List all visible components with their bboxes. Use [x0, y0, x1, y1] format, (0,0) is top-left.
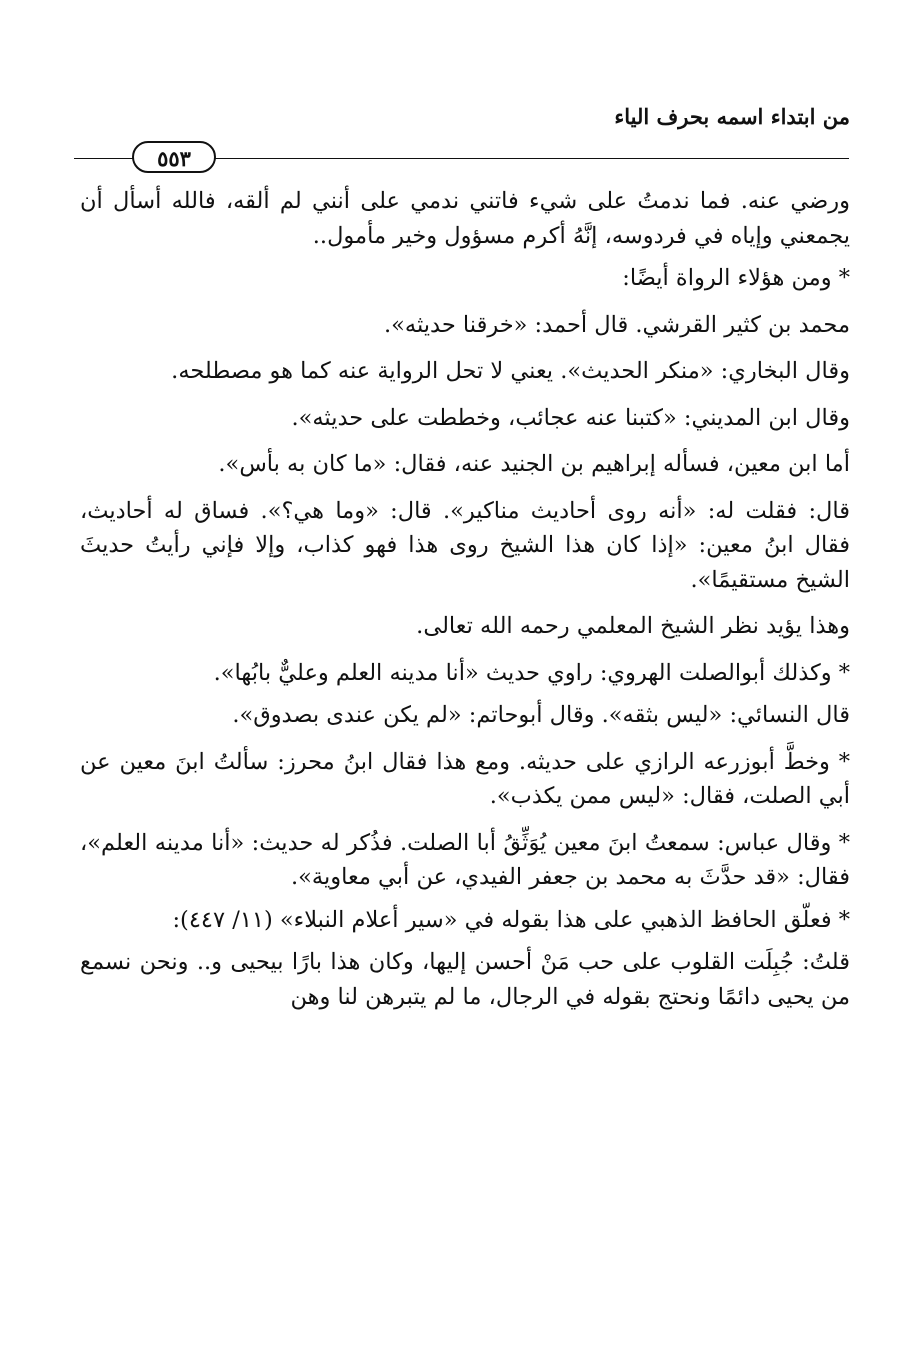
- paragraph-13: * فعلّق الحافظ الذهبي على هذا بقوله في «سير أعلام النبلاء» (١١/ ٤٤٧):: [172, 906, 850, 933]
- paragraph-3: محمد بن كثير القرشي. قال أحمد: «خرقنا حديثه».: [384, 311, 850, 338]
- body-text: [80, 184, 850, 1026]
- paragraph-9: * وكذلك أبوالصلت الهروي: راوي حديث «أنا مدينه العلم وعليٌّ بابُها».: [213, 659, 850, 686]
- running-header-title: من ابتداء اسمه بحرف الياء: [614, 104, 850, 129]
- paragraph-14: قلتُ: جُبِلَت القلوب على حب مَنْ أحسن إليها، وكان هذا بارًا بيحيى و.. ونحن نسمع من يحيى دائمًا ونحتج بقوله في الرجال، ما لم يتبرهن لنا وهن: [80, 949, 850, 1010]
- paragraph-7: قال: فقلت له: «أنه روى أحاديث مناكير». قال: «وما هي؟». فساق له أحاديث، فقال ابنُ معين: «إذا كان هذا الشيخ روى هذا فهو كذاب، وإلا فإني رأيتُ حديثَ الشيخ مستقيمًا».: [80, 497, 850, 593]
- paragraph-5: وقال ابن المديني: «كتبنا عنه عجائب، وخططت على حديثه».: [291, 404, 850, 431]
- paragraph-1: ورضي عنه. فما ندمتُ على شيء فاتني ندمي على أنني لم ألقه، فالله أسأل أن يجمعني وإياه في فردوسه، إنَّهُ أكرم مسؤول وخير مأمول..: [80, 188, 850, 249]
- paragraph-8: وهذا يؤيد نظر الشيخ المعلمي رحمه الله تعالى.: [416, 613, 850, 639]
- page-number-badge: ٥٥٣: [132, 141, 216, 173]
- paragraph-4: وقال البخاري: «منكر الحديث». يعني لا تحل الرواية عنه كما هو مصطلحه.: [171, 358, 850, 384]
- paragraph-6: أما ابن معين، فسأله إبراهيم بن الجنيد عنه، فقال: «ما كان به بأس».: [218, 451, 850, 477]
- paragraph-11: * وخطَّ أبوزرعه الرازي على حديثه. ومع هذا فقال ابنُ محرز: سألتُ ابنَ معين عن أبي الصلت، فقال: «ليس ممن يكذب».: [80, 748, 850, 809]
- paragraph-2: * ومن هؤلاء الرواة أيضًا:: [622, 265, 850, 291]
- paragraph-10: قال النسائي: «ليس بثقه». وقال أبوحاتم: «لم يكن عندى بصدوق».: [232, 702, 850, 728]
- paragraph-12: * وقال عباس: سمعتُ ابنَ معين يُوَثِّقُ أبا الصلت. فذُكر له حديث: «أنا مدينه العلم»، فقال: «قد حدَّثَ به محمد بن جعفر الفيدي، عن أبي معاوية».: [80, 829, 850, 890]
